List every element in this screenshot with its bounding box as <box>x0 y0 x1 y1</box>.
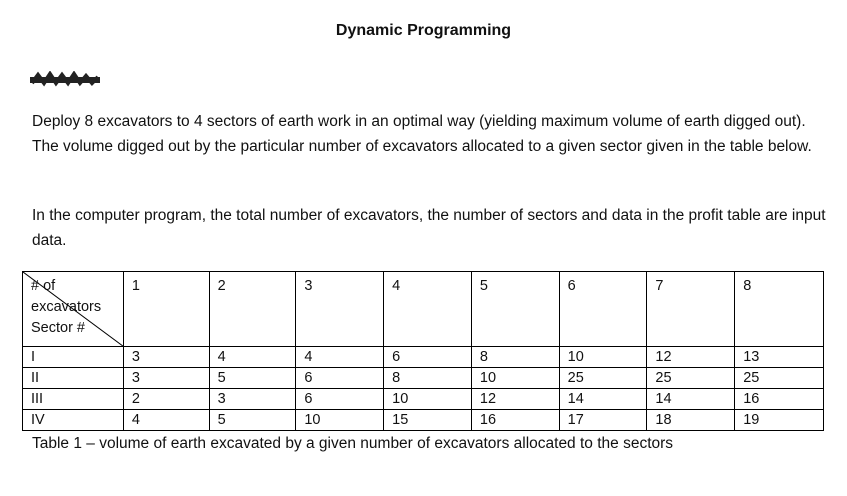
sector-label: II <box>23 368 124 389</box>
column-header: 8 <box>735 272 824 347</box>
table-cell: 16 <box>471 410 559 431</box>
corner-bottom-label: Sector # <box>31 320 85 336</box>
table-cell: 15 <box>384 410 472 431</box>
table-cell: 12 <box>647 347 735 368</box>
table-cell: 14 <box>559 389 647 410</box>
corner-cell <box>23 272 124 347</box>
table-cell: 6 <box>384 347 472 368</box>
column-header: 2 <box>209 272 296 347</box>
table-header-row <box>23 272 824 347</box>
table-cell: 5 <box>209 410 296 431</box>
table-cell: 4 <box>123 410 209 431</box>
column-header: 6 <box>559 272 647 347</box>
table-cell: 14 <box>647 389 735 410</box>
table-cell: 12 <box>471 389 559 410</box>
table-cell: 8 <box>471 347 559 368</box>
problem-statement: Deploy 8 excavators to 4 sectors of earth work in an optimal way (yielding maximum volume of earth digged out). The volume digged out by the particular number of excavators allocated to a given sector given in the table below. <box>32 113 812 155</box>
table-cell: 18 <box>647 410 735 431</box>
sector-label: I <box>23 347 124 368</box>
column-header: 5 <box>471 272 559 347</box>
table-cell: 6 <box>296 389 384 410</box>
table-cell: 25 <box>559 368 647 389</box>
table-row <box>23 389 824 410</box>
table-cell: 25 <box>735 368 824 389</box>
table-cell: 3 <box>123 368 209 389</box>
table-cell: 5 <box>209 368 296 389</box>
table-cell: 10 <box>384 389 472 410</box>
document-title: Dynamic Programming <box>335 22 512 39</box>
table-cell: 17 <box>559 410 647 431</box>
table-cell: 8 <box>384 368 472 389</box>
column-header: 7 <box>647 272 735 347</box>
table-row <box>23 347 824 368</box>
table-cell: 10 <box>559 347 647 368</box>
table-cell: 4 <box>209 347 296 368</box>
corner-mid-label: excavators <box>31 299 102 315</box>
column-header: 1 <box>123 272 209 347</box>
table-cell: 3 <box>209 389 296 410</box>
diagonal-line <box>23 272 123 346</box>
table-row <box>23 410 824 431</box>
column-header: 4 <box>384 272 472 347</box>
table-cell: 19 <box>735 410 824 431</box>
table-cell: 25 <box>647 368 735 389</box>
sector-label: III <box>23 389 124 410</box>
table-cell: 4 <box>296 347 384 368</box>
table-caption: Table 1 – volume of earth excavated by a given number of excavators allocated to the sectors <box>32 435 674 452</box>
table-cell: 16 <box>735 389 824 410</box>
column-header: 3 <box>296 272 384 347</box>
input-data-note: In the computer program, the total number of excavators, the number of sectors and data in the profit table are input data. <box>32 207 826 249</box>
profit-table <box>22 271 824 431</box>
table-row <box>23 368 824 389</box>
table-cell: 13 <box>735 347 824 368</box>
table-cell: 10 <box>296 410 384 431</box>
table-cell: 2 <box>123 389 209 410</box>
redacted-author-scribble <box>30 71 100 87</box>
table-cell: 3 <box>123 347 209 368</box>
corner-top-label: # of <box>31 278 56 294</box>
sector-label: IV <box>23 410 124 431</box>
table-cell: 10 <box>471 368 559 389</box>
table-cell: 6 <box>296 368 384 389</box>
